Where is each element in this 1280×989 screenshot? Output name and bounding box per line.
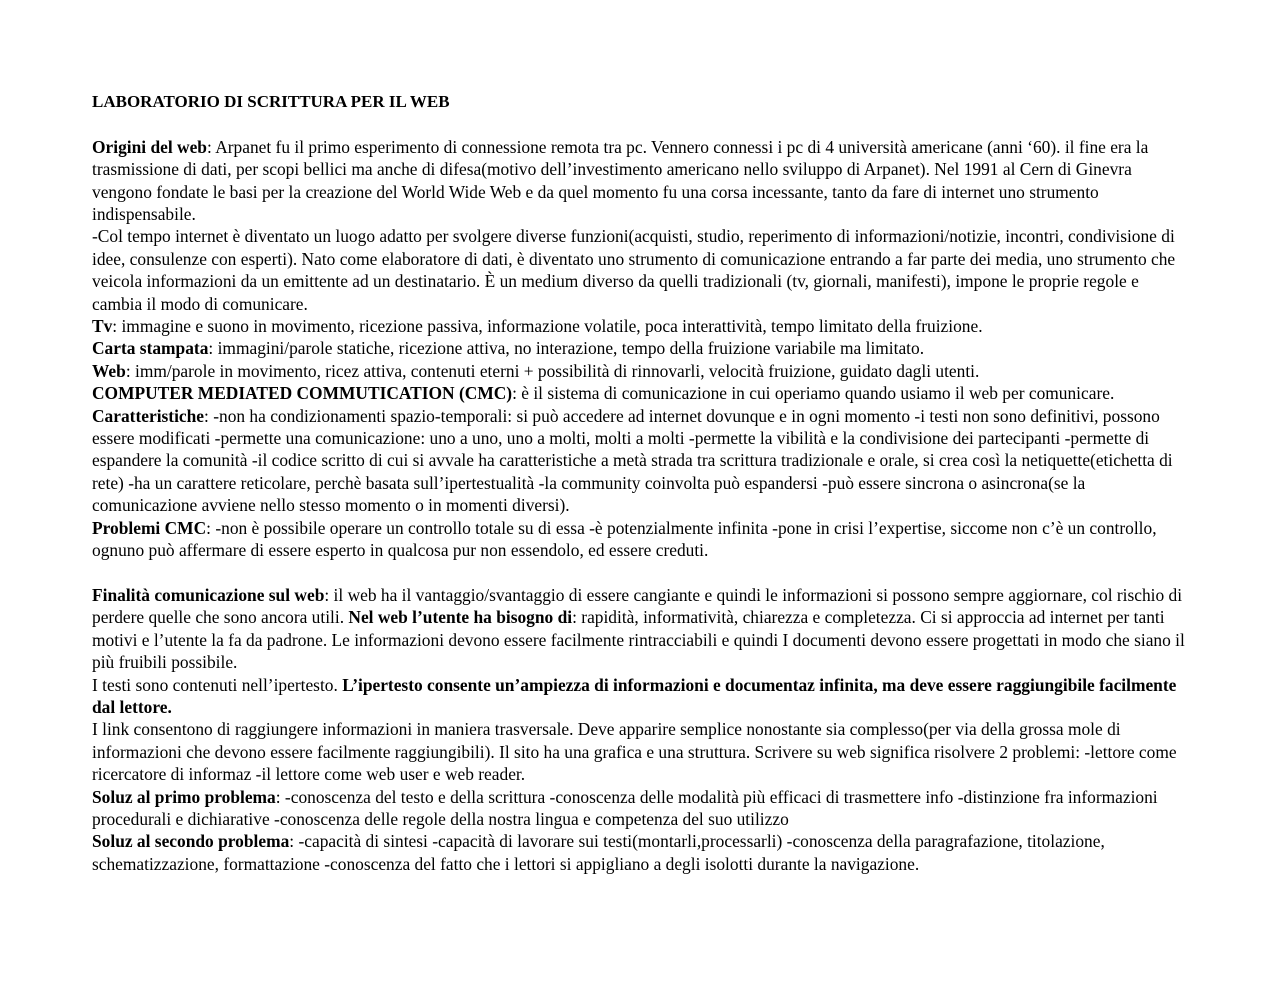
- text-link: I link consentono di raggiungere informazioni in maniera trasversale. Deve apparire semplice nonostante sia complesso(per via della grossa mole di informazioni che devono essere facilmente raggiungibili). Il sito ha una grafica e una struttura. Scrivere su web significa risolvere 2 problemi: -lettore come ricercatore di informaz -il lettore come web user e web reader.: [92, 719, 1177, 785]
- heading-soluz-primo: Soluz al primo problema: [92, 786, 276, 807]
- text-tv: : immagine e suono in movimento, ricezione passiva, informazione volatile, poca interattività, tempo limitato della fruizione.: [112, 316, 983, 337]
- heading-bisogno: Nel web l’utente ha bisogno di: [348, 607, 573, 628]
- text-cmc: : è il sistema di comunicazione in cui operiamo quando usiamo il web per comunicare.: [512, 383, 1115, 404]
- blank-line: [92, 113, 1192, 135]
- paragraph-finalita: [92, 584, 1192, 674]
- text-carta-stampata: : immagini/parole statiche, ricezione attiva, no interazione, tempo della fruizione variabile ma limitato.: [208, 338, 925, 359]
- heading-origini: Origini del web: [92, 136, 207, 157]
- document-title: LABORATORIO DI SCRITTURA PER IL WEB: [92, 92, 450, 111]
- blank-line: [92, 562, 1192, 584]
- text-soluz-primo: : -conoscenza del testo e della scrittura -conoscenza delle modalità più efficaci di trasmettere info -distinzione fra informazioni procedurali e dichiarative -conoscenza delle regole della nostra lingua e competenza del suo utilizzo: [92, 786, 1158, 829]
- text-soluz-secondo: : -capacità di sintesi -capacità di lavorare sui testi(montarli,processarli) -conoscenza della paragrafazione, titolazione, schematizzazione, formattazione -conoscenza del fatto che i lettori si appigliano a degli isolotti durante la navigazione.: [92, 831, 1105, 874]
- text-problemi-cmc: : -non è possibile operare un controllo totale su di essa -è potenzialmente infinita -pone in crisi l’expertise, siccome non c’è un controllo, ognuno può affermare di essere esperto in qualcosa pur non essendolo, ed essere creduti.: [92, 517, 1157, 561]
- text-origini: : Arpanet fu il primo esperimento di connessione remota tra pc. Vennero connessi i pc di 4 università americane (anni ‘60). il fine era la trasmissione di dati, per scopi bellici ma anche di difesa(motivo dell’investimento americano nello sviluppo di Arpanet). Nel 1991 al Cern di Ginevra vengono fondate le basi per la creazione del World Wide Web e da quel momento fu una corsa incessante, tanto da fare di internet uno strumento indispensabile.: [92, 136, 1149, 225]
- heading-finalita: Finalità comunicazione sul web: [92, 584, 325, 605]
- text-ipertesto: I testi sono contenuti nell’ipertesto.: [92, 674, 343, 695]
- text-internet: -Col tempo internet è diventato un luogo adatto per svolgere diverse funzioni(acquisti, studio, reperimento di informazioni/notizie, incontri, condivisione di idee, consulenze con esperti). Nato come elaboratore di dati, è diventato uno strumento di comunicazione entrando a far parte dei media, uno strumento che veicola informazioni da un emittente ad un destinatario. È un medium diverso da quelli tradizionali (tv, giornali, manifesti), impone le proprie regole e cambia il modo di comunicare.: [92, 226, 1176, 314]
- paragraph-internet: [92, 225, 1192, 315]
- document-page: [92, 91, 1192, 875]
- heading-problemi-cmc: Problemi CMC: [92, 517, 207, 538]
- paragraph-soluz-primo: [92, 786, 1192, 831]
- paragraph-tv: [92, 315, 1192, 337]
- bold-ipertesto: L’ipertesto consente un’ampiezza di informazioni e documentaz infinita, ma deve essere raggiungibile facilmente dal lettore.: [92, 674, 1177, 717]
- heading-tv: Tv: [92, 316, 113, 337]
- text-finalita: : il web ha il vantaggio/svantaggio di essere cangiante e quindi le informazioni si possono sempre aggiornare, col rischio di perdere quelle che sono ancora utili.: [92, 584, 1183, 628]
- paragraph-link: [92, 718, 1192, 785]
- paragraph-soluz-secondo: [92, 830, 1192, 875]
- heading-cmc: COMPUTER MEDIATED COMMUTICATION (CMC): [92, 383, 513, 404]
- paragraph-carta-stampata: [92, 337, 1192, 359]
- paragraph-cmc: [92, 382, 1192, 516]
- text-caratteristiche: : -non ha condizionamenti spazio-temporali: si può accedere ad internet dovunque e in ogni momento -i testi non sono definitivi, possono essere modificati -permette una comunicazione: uno a uno, uno a molti, molti a molti -permette la vibilità e la condivisione dei partecipanti -permette di espandere la comunità -il codice scritto di cui si avvale ha caratteristiche a metà strada tra scrittura tradizionale e orale, si crea così la netiquette(etichetta di rete) -ha un carattere reticolare, perchè basata sull’ipertestualità -la community coinvolta può espandersi -può essere sincrona o asincrona(se la comunicazione avviene nello stesso momento o in momenti diversi).: [92, 405, 1173, 516]
- paragraph-problemi-cmc: [92, 517, 1192, 562]
- text-web: : imm/parole in movimento, ricez attiva, contenuti eterni + possibilità di rinnovarli, velocità fruizione, guidato dagli utenti.: [125, 360, 980, 381]
- heading-carta-stampata: Carta stampata: [92, 338, 209, 359]
- paragraph-ipertesto: [92, 674, 1192, 719]
- paragraph-origini: [92, 136, 1192, 226]
- text-bisogno: : rapidità, informatività, chiarezza e completezza. Ci si approccia ad internet per tanti motivi e l’utente la fa da padrone. Le informazioni devono essere facilmente rintracciabili e quindi I documenti devono essere progettati in modo che siano il più fruibili possibile.: [92, 607, 1185, 673]
- heading-caratteristiche: Caratteristiche: [92, 405, 205, 426]
- paragraph-web: [92, 360, 1192, 382]
- heading-soluz-secondo: Soluz al secondo problema: [92, 831, 290, 852]
- heading-web: Web: [92, 360, 126, 381]
